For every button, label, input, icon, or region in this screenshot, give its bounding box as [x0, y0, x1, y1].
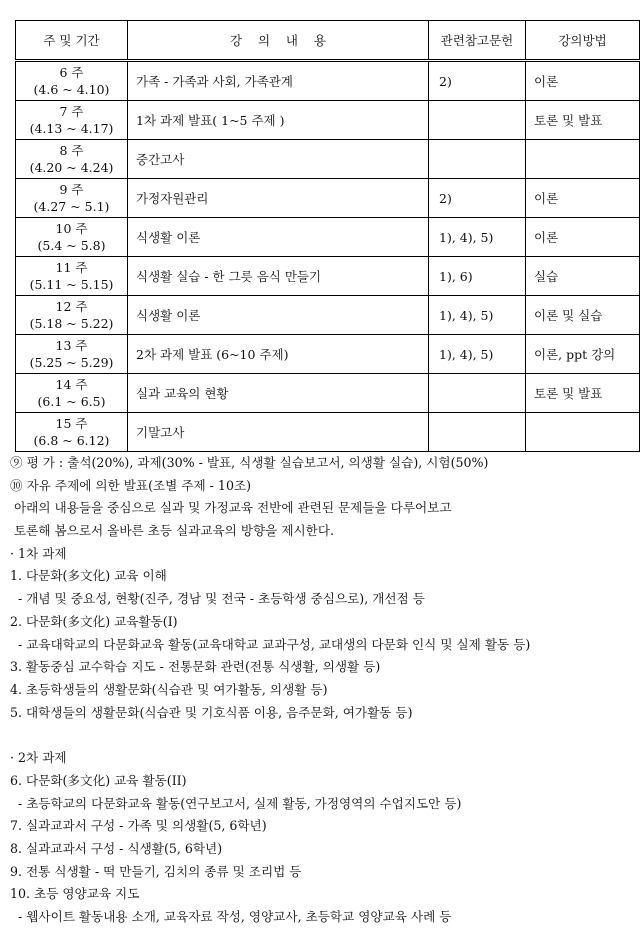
method-cell: 토론 및 발표: [526, 101, 640, 140]
table-row: [16, 179, 640, 218]
topic-item: 3. 활동중심 교수학습 지도 - 전통문화 관련(전통 식생활, 의생활 등): [10, 659, 381, 675]
topic-item: 7. 실과교과서 구성 - 가족 및 의생활(5, 6학년): [10, 818, 267, 834]
content-cell: 실과 교육의 현황: [128, 374, 429, 413]
week-cell: [16, 179, 128, 218]
content-cell: 2차 과제 발표 (6~10 주제): [128, 335, 429, 374]
method-cell: 이론: [526, 61, 640, 101]
table-header-row: [16, 21, 640, 61]
refs-cell: 2): [429, 61, 526, 101]
refs-cell: 2): [429, 179, 526, 218]
method-cell: 토론 및 발표: [526, 374, 640, 413]
week-number: 12 주: [55, 299, 88, 314]
content-cell: 기말고사: [128, 413, 429, 452]
table-row: [16, 413, 640, 452]
week-period: (4.13 ~ 4.17): [29, 121, 114, 136]
content-cell: 가족 - 가족과 사회, 가족관계: [128, 61, 429, 101]
method-cell: [526, 413, 640, 452]
content-cell: 가정자원관리: [128, 179, 429, 218]
week-period: (5.25 ~ 5.29): [29, 355, 114, 370]
content-cell: 중간고사: [128, 140, 429, 179]
header-method: 강의방법: [526, 21, 640, 61]
week-number: 13 주: [55, 338, 88, 353]
week-period: (5.4 ~ 5.8): [37, 238, 106, 253]
week-cell: [16, 374, 128, 413]
topic-detail: - 초등학교의 다문화교육 활동(연구보고서, 실제 활동, 가정영역의 수업지도안 등): [10, 795, 462, 811]
refs-cell: [429, 374, 526, 413]
topic-detail: - 웹사이트 활동내용 소개, 교육자료 작성, 영양교사, 초등학교 영양교육 사례 등: [10, 909, 452, 925]
week-period: (6.8 ~ 6.12): [33, 433, 110, 448]
week-number: 15 주: [55, 416, 88, 431]
header-references: 관련참고문헌: [429, 21, 526, 61]
topic-item: 1. 다문화(多文化) 교육 이해: [10, 568, 167, 584]
content-cell: 1차 과제 발표( 1~5 주제 ): [128, 101, 429, 140]
week-cell: [16, 413, 128, 452]
refs-cell: 1), 6): [429, 257, 526, 296]
refs-cell: 1), 4), 5): [429, 296, 526, 335]
refs-cell: 1), 4), 5): [429, 218, 526, 257]
week-number: 7 주: [59, 104, 84, 119]
method-cell: 이론 및 실습: [526, 296, 640, 335]
table-row: [16, 218, 640, 257]
presentation-heading: ⑩ 자유 주제에 의한 발표(조별 주제 - 10조): [10, 477, 252, 493]
week-number: 9 주: [59, 182, 84, 197]
week-number: 10 주: [55, 221, 88, 236]
week-period: (4.6 ~ 4.10): [33, 82, 110, 97]
week-period: (4.27 ~ 5.1): [33, 199, 110, 214]
blank-line: [10, 724, 638, 747]
content-cell: 식생활 이론: [128, 218, 429, 257]
table-row: [16, 140, 640, 179]
week-period: (5.11 ~ 5.15): [29, 277, 114, 292]
topic-item: 10. 초등 영양교육 지도: [10, 886, 140, 902]
week-cell: [16, 296, 128, 335]
method-cell: 이론: [526, 218, 640, 257]
week-number: 6 주: [59, 65, 84, 80]
week-cell: [16, 218, 128, 257]
week-period: (5.18 ~ 5.22): [29, 316, 114, 331]
content-cell: 식생활 이론: [128, 296, 429, 335]
topic-detail: - 교육대학교의 다문화교육 활동(교육대학교 교과구성, 교대생의 다문화 인식 및 실제 활동 등): [10, 636, 531, 652]
topic-item: 8. 실과교과서 구성 - 식생활(5, 6학년): [10, 841, 223, 856]
method-cell: 실습: [526, 257, 640, 296]
week-cell: [16, 257, 128, 296]
table-row: [16, 296, 640, 335]
week-number: 14 주: [55, 377, 88, 392]
assignment-1-heading: · 1차 과제: [10, 545, 67, 561]
refs-cell: 1), 4), 5): [429, 335, 526, 374]
refs-cell: [429, 140, 526, 179]
week-period: (4.20 ~ 4.24): [29, 160, 114, 175]
week-cell: [16, 101, 128, 140]
method-cell: [526, 140, 640, 179]
method-cell: 이론: [526, 179, 640, 218]
week-cell: [16, 61, 128, 101]
week-cell: [16, 140, 128, 179]
refs-cell: [429, 101, 526, 140]
refs-cell: [429, 413, 526, 452]
week-number: 11 주: [55, 260, 88, 275]
header-lecture-content: 강 의 내 용: [128, 21, 429, 61]
table-row: [16, 335, 640, 374]
table-row: [16, 374, 640, 413]
intro-line-1: 아래의 내용들을 중심으로 실과 및 가정교육 전반에 관련된 문제들을 다루어보고: [10, 500, 452, 516]
week-period: (6.1 ~ 6.5): [37, 394, 106, 409]
method-cell: 이론, ppt 강의: [526, 335, 640, 374]
table-row: [16, 101, 640, 140]
content-cell: 식생활 실습 - 한 그릇 음식 만들기: [128, 257, 429, 296]
topic-item: 6. 다문화(多文化) 교육 활동(II): [10, 772, 187, 788]
topic-item: 5. 대학생들의 생활문화(식습관 및 기호식품 이용, 음주문화, 여가활동 등): [10, 704, 413, 720]
table-row: [16, 257, 640, 296]
evaluation-line: ⑨ 평 가 : 출석(20%), 과제(30% - 발표, 식생활 실습보고서, 의생활 실습), 시험(50%): [10, 455, 489, 470]
topic-item: 9. 전통 식생활 - 떡 만들기, 김치의 종류 및 조리법 등: [10, 863, 302, 879]
week-cell: [16, 335, 128, 374]
intro-line-2: 토론해 봄으로서 올바른 초등 실과교육의 방향을 제시한다.: [10, 523, 334, 539]
schedule-table: [15, 20, 640, 452]
header-week-period: 주 및 기간: [16, 21, 128, 61]
week-number: 8 주: [59, 143, 84, 158]
document-body: [10, 452, 638, 929]
topic-detail: - 개념 및 중요성, 현황(진주, 경남 및 전국 - 초등학생 중심으로), 개선점 등: [10, 591, 425, 607]
topic-item: 4. 초등학생들의 생활문화(식습관 및 여가활동, 의생활 등): [10, 681, 328, 697]
assignment-2-heading: · 2차 과제: [10, 750, 67, 766]
topic-item: 2. 다문화(多文化) 교육활동(I): [10, 613, 178, 629]
table-row: [16, 61, 640, 101]
